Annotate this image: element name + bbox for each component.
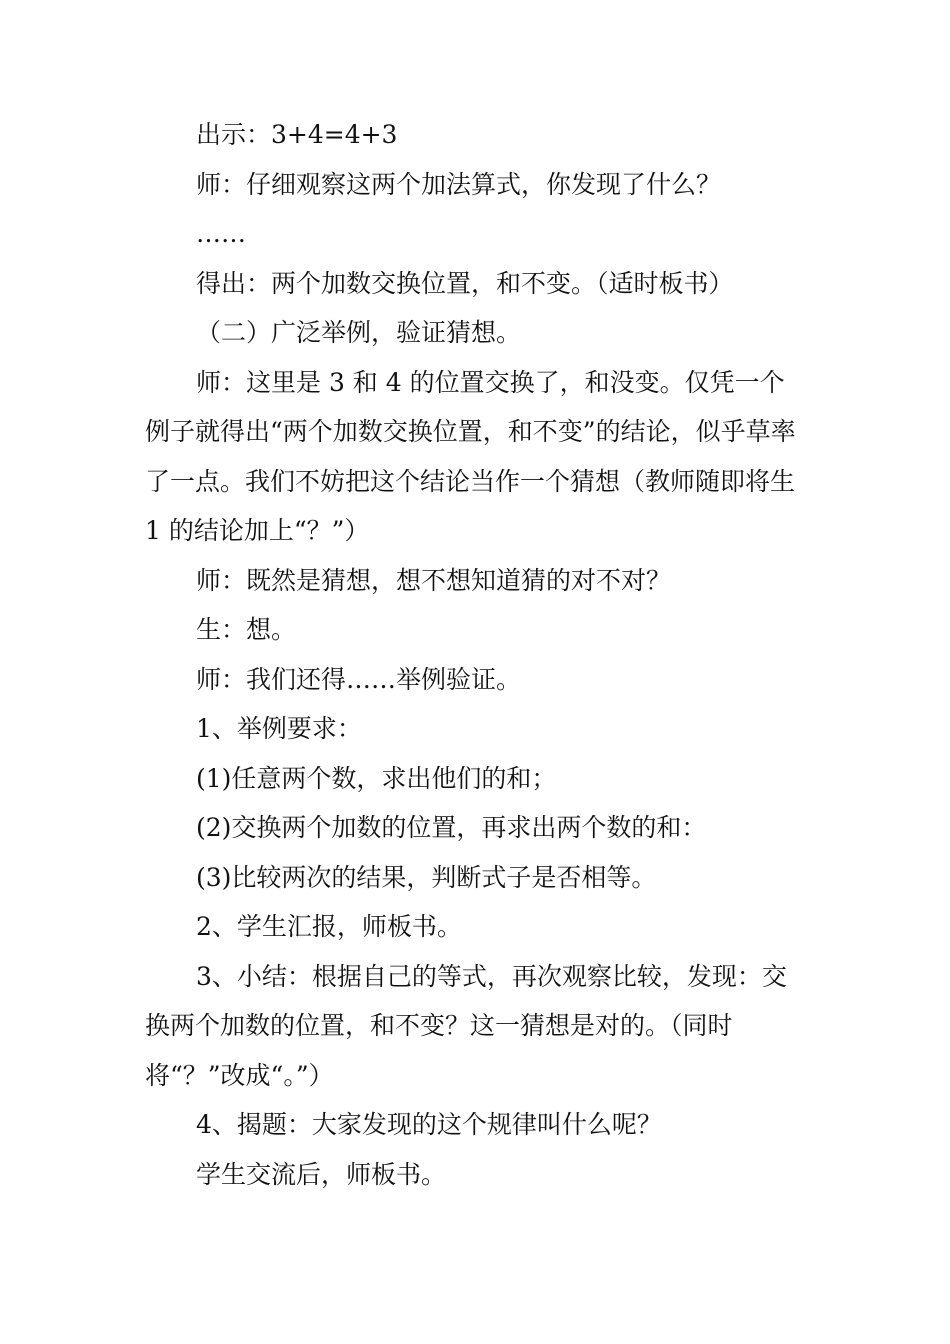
paragraph-student-report: 2、学生汇报，师板书。	[196, 912, 462, 941]
document-body	[145, 110, 805, 1199]
paragraph-teacher-conjecture: 师：这里是 3 和 4 的位置交换了，和没变。仅凭一个例子就得出“两个加数交换位置，和不变”的结论，似乎草率了一点。我们不妨把这个结论当作一个猜想（教师随即将生 1 的结论加上“？”）	[145, 367, 796, 545]
paragraph-teacher-question: 师：仔细观察这两个加法算式，你发现了什么？	[196, 169, 722, 199]
paragraph-requirement-3: (3)比较两次的结果，判断式子是否相等。	[196, 862, 657, 892]
paragraph-conclusion: 得出：两个加数交换位置，和不变。（适时板书）	[196, 268, 734, 298]
paragraph-requirement-1: (1)任意两个数，求出他们的和；	[196, 763, 557, 793]
paragraph-section-heading: （二）广泛举例，验证猜想。	[196, 318, 522, 347]
paragraph-show-equation: 出示：3+4=4+3	[196, 120, 398, 149]
paragraph-teacher-ask: 师：既然是猜想，想不想知道猜的对不对？	[196, 565, 672, 595]
paragraph-reveal-topic: 4、揭题：大家发现的这个规律叫什么呢？	[196, 1110, 662, 1139]
paragraph-requirement-2: (2)交换两个加数的位置，再求出两个数的和：	[196, 813, 707, 842]
paragraph-student-answer: 生：想。	[196, 615, 297, 644]
paragraph-closing: 学生交流后，师板书。	[196, 1159, 447, 1189]
paragraph-requirements-heading: 1、举例要求：	[196, 714, 362, 743]
paragraph-teacher-verify: 师：我们还得……举例验证。	[196, 664, 522, 694]
paragraph-summary: 3、小结：根据自己的等式，再次观察比较，发现：交换两个加数的位置，和不变？这一猜想是对的。（同时将“？”改成“。”）	[145, 961, 787, 1090]
paragraph-ellipsis: ……	[196, 219, 246, 248]
